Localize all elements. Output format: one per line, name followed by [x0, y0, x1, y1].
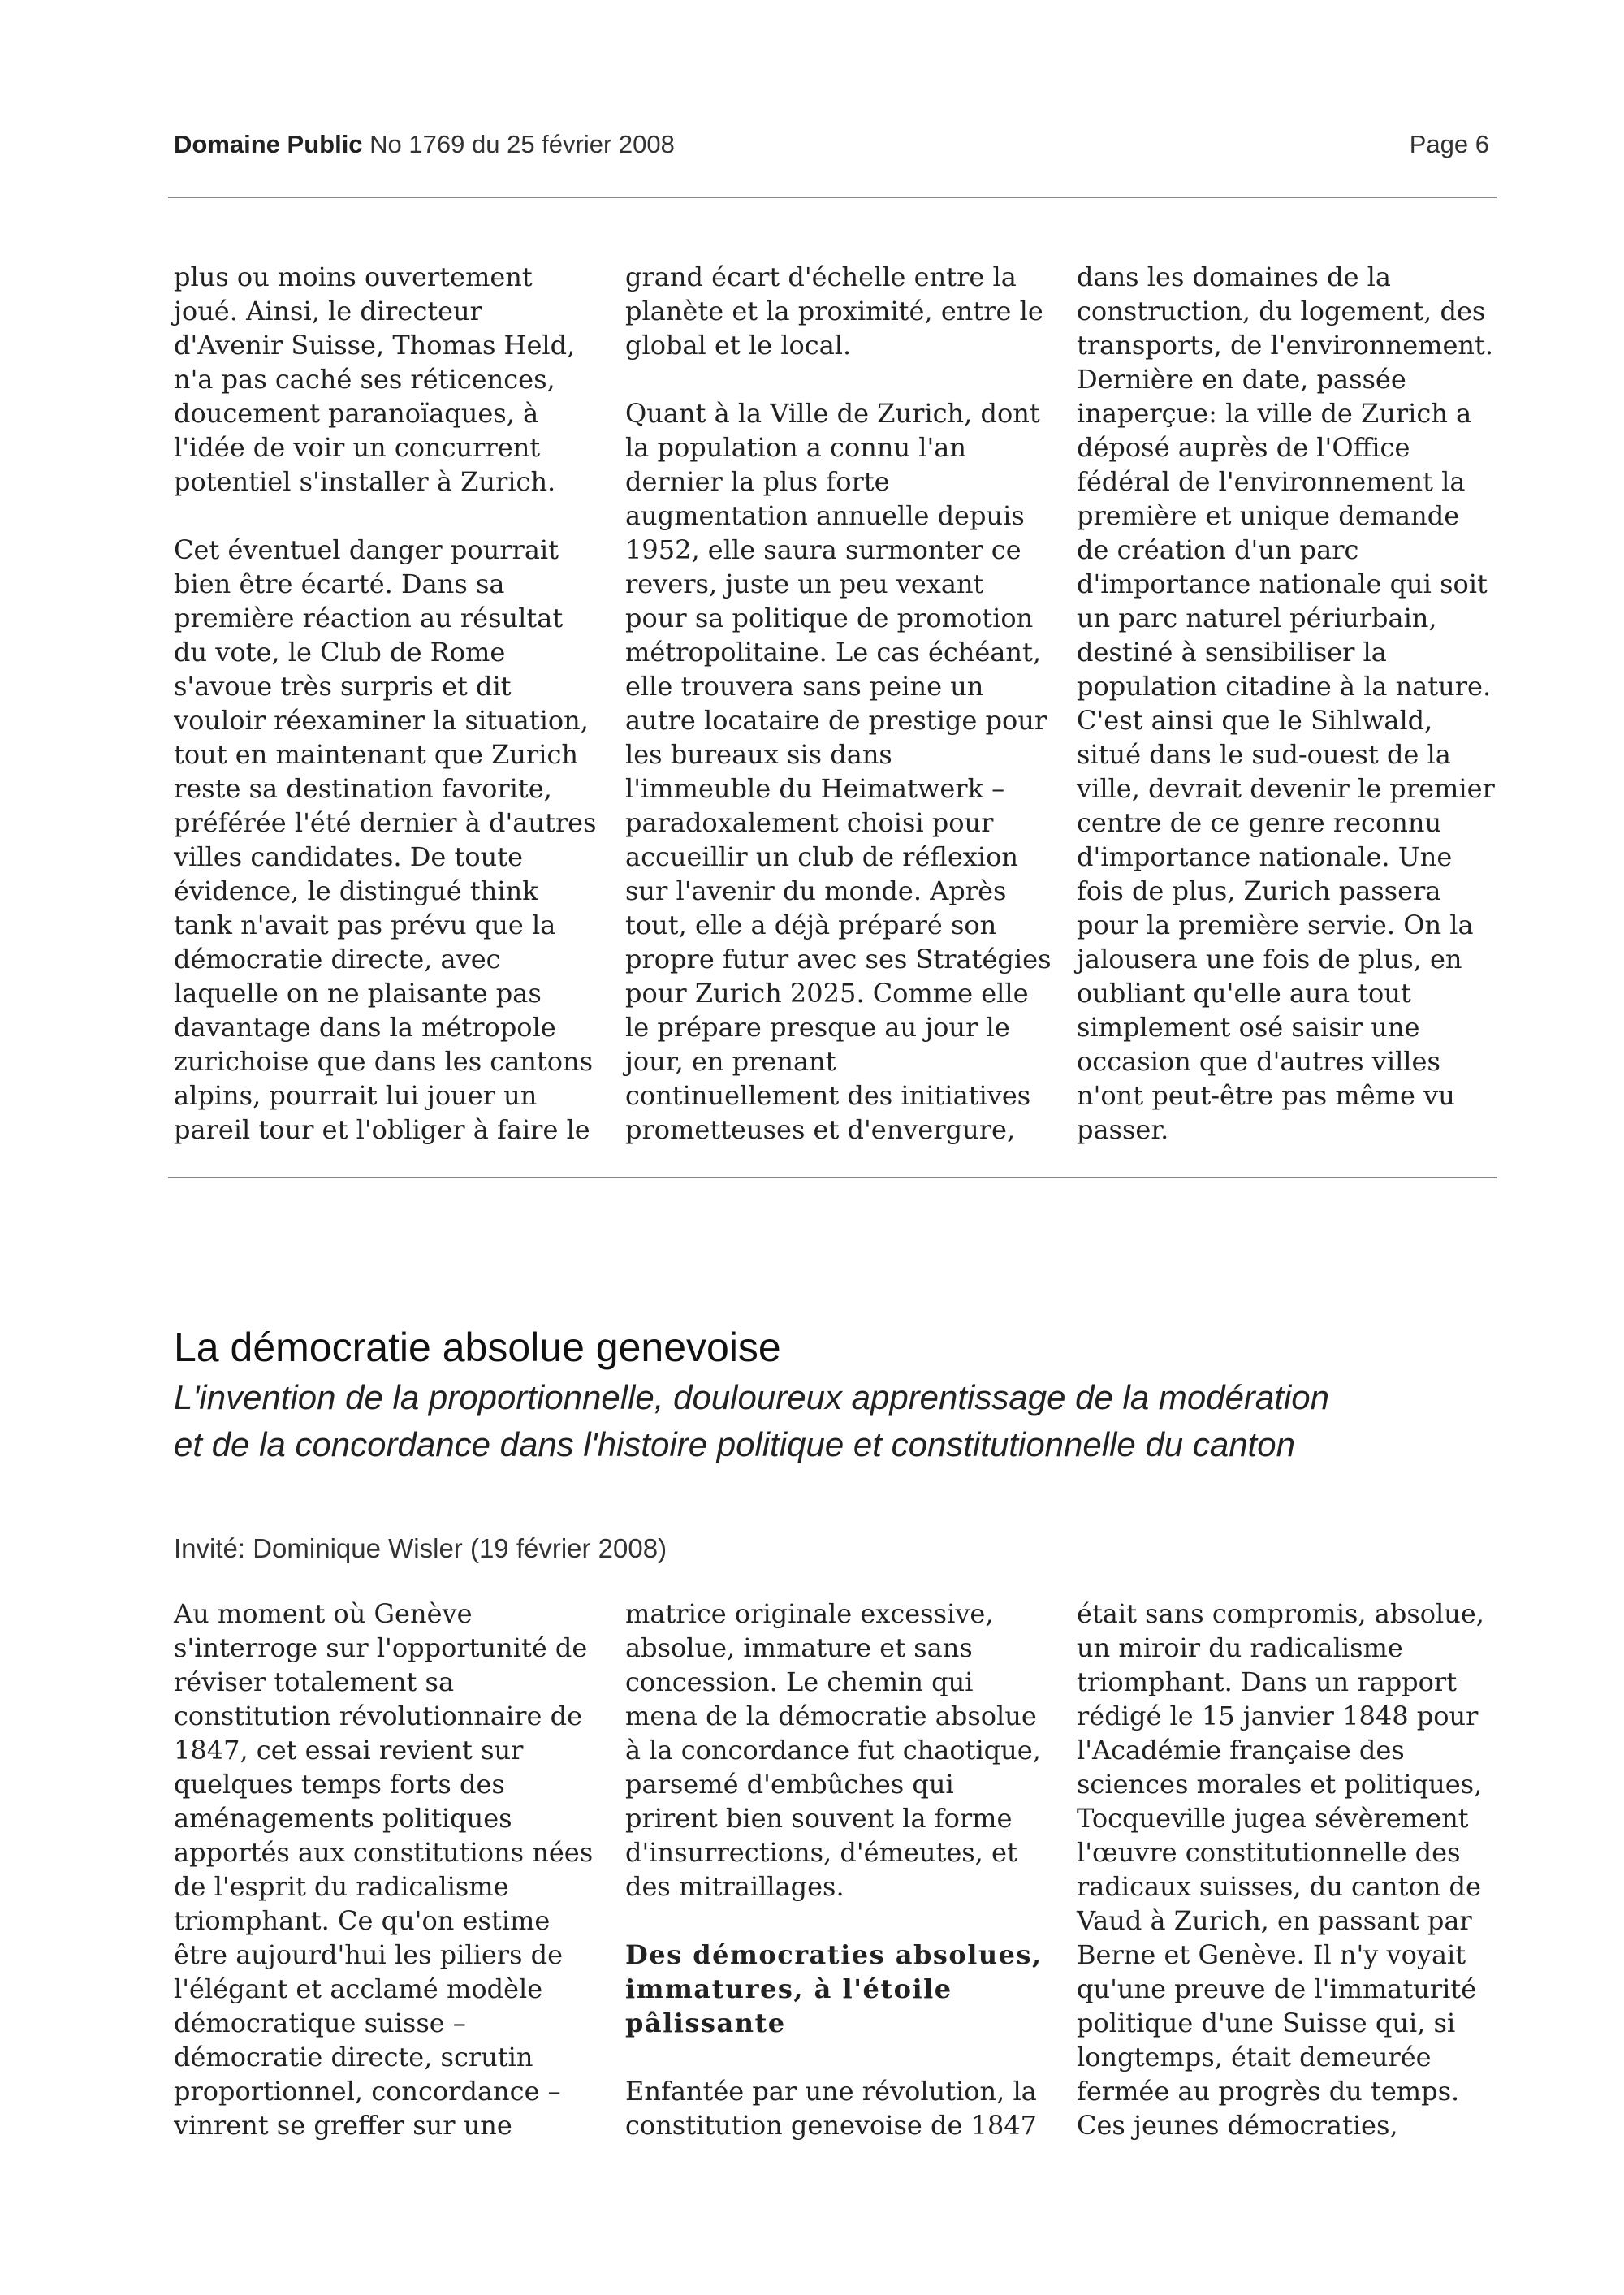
text-line: dernier la plus forte — [625, 466, 890, 497]
text-line: mena de la démocratie absolue — [625, 1701, 1037, 1731]
issue-info: No 1769 du 25 février 2008 — [369, 130, 675, 158]
header-rule — [168, 197, 1497, 198]
text-line: prirent bien souvent la forme — [625, 1803, 1013, 1834]
text-line: prometteuses et d'envergure, — [625, 1114, 1016, 1145]
text-line: doucement paranoïaques, à — [174, 398, 539, 429]
text-line: quelques temps forts des — [174, 1769, 505, 1800]
text-line: triomphant. Dans un rapport — [1077, 1666, 1458, 1697]
text-line: vouloir réexaminer la situation, — [174, 705, 589, 736]
text-line: le prépare presque au jour le — [625, 1012, 1010, 1043]
text-line: reste sa destination favorite, — [174, 773, 552, 804]
text-line: elle trouvera sans peine un — [625, 671, 984, 702]
text-line: la population a connu l'an — [625, 432, 966, 463]
text-line: potentiel s'installer à Zurich. — [174, 466, 556, 497]
text-line: parsemé d'embûches qui — [625, 1769, 954, 1800]
text-line: d'importance nationale qui soit — [1077, 568, 1488, 599]
text-line: zurichoise que dans les cantons — [174, 1046, 594, 1077]
text-line: de l'esprit du radicalisme — [174, 1871, 509, 1902]
text-line: continuellement des initiatives — [625, 1080, 1031, 1111]
text-line: un miroir du radicalisme — [1077, 1632, 1403, 1663]
text-line: démocratique suisse – — [174, 2008, 466, 2038]
text-line: aménagements politiques — [174, 1803, 512, 1834]
text-line: sciences morales et politiques, — [1077, 1769, 1483, 1800]
text-line: d'importance nationale. Une — [1077, 841, 1453, 872]
text-line: Cet éventuel danger pourrait — [174, 534, 559, 565]
text-line: situé dans le sud-ouest de la — [1077, 739, 1451, 770]
text-line: de création d'un parc — [1077, 534, 1359, 565]
paragraph — [625, 396, 1060, 1147]
page-header — [174, 130, 1489, 166]
text-line: simplement osé saisir une — [1077, 1012, 1420, 1043]
text-line: pour sa politique de promotion — [625, 603, 1034, 633]
text-line: première et unique demande — [1077, 500, 1460, 531]
text-line: augmentation annuelle depuis — [625, 500, 1025, 531]
text-line: l'œuvre constitutionnelle des — [1077, 1837, 1461, 1868]
text-line: rédigé le 15 janvier 1848 pour — [1077, 1701, 1479, 1731]
text-line: Au moment où Genève — [174, 1598, 473, 1629]
text-line: planète et la proximité, entre le — [625, 296, 1043, 326]
text-line: démocratie directe, avec — [174, 944, 501, 975]
text-line: d'insurrections, d'émeutes, et — [625, 1837, 1017, 1868]
text-line: fermée au progrès du temps. — [1077, 2076, 1460, 2107]
text-line: Berne et Genève. Il n'y voyait — [1077, 1939, 1466, 1970]
text-line: première réaction au résultat — [174, 603, 564, 633]
article-column-1 — [174, 1597, 608, 2142]
text-line: apportés aux constitutions nées — [174, 1837, 594, 1868]
text-line: pour Zurich 2025. Comme elle — [625, 978, 1029, 1009]
text-line: 1952, elle saura surmonter ce — [625, 534, 1021, 565]
text-line: des mitraillages. — [625, 1871, 844, 1902]
text-line: sur l'avenir du monde. Après — [625, 875, 1007, 906]
text-line: l'élégant et acclamé modèle — [174, 1973, 543, 2004]
text-line: accueillir un club de réflexion — [625, 841, 1018, 872]
text-line: un parc naturel périurbain, — [1077, 603, 1437, 633]
text-line: revers, juste un peu vexant — [625, 568, 984, 599]
text-line: s'avoue très surpris et dit — [174, 671, 512, 702]
subheading-line: immatures, à l'étoile — [625, 1973, 952, 2004]
text-line: réviser totalement sa — [174, 1666, 455, 1697]
paragraph — [625, 260, 1060, 362]
text-line: Tocqueville jugea sévèrement — [1077, 1803, 1469, 1834]
prev-article-column-1 — [174, 260, 608, 1147]
subheading-line: Des démocraties absolues, — [625, 1939, 1043, 1970]
subheading-line: pâlissante — [625, 2008, 786, 2038]
text-line: plus ou moins ouvertement — [174, 261, 533, 292]
text-line: n'a pas caché ses réticences, — [174, 364, 555, 395]
text-line: construction, du logement, des — [1077, 296, 1486, 326]
text-line: l'immeuble du Heimatwerk – — [625, 773, 1005, 804]
paragraph — [174, 1597, 608, 2142]
text-line: global et le local. — [625, 330, 852, 361]
text-line: était sans compromis, absolue, — [1077, 1598, 1484, 1629]
text-line: Vaud à Zurich, en passant par — [1077, 1905, 1472, 1936]
article-title: La démocratie absolue genevoise — [174, 1325, 781, 1370]
text-line: destiné à sensibiliser la — [1077, 637, 1387, 668]
article-subtitle — [174, 1374, 1505, 1468]
paragraph — [174, 533, 608, 1147]
text-line: occasion que d'autres villes — [1077, 1046, 1440, 1077]
subtitle-line: et de la concordance dans l'histoire politique et constitutionnelle du canton — [174, 1425, 1295, 1463]
text-line: Dernière en date, passée — [1077, 364, 1406, 395]
text-line: 1847, cet essai revient sur — [174, 1735, 524, 1766]
text-line: l'Académie française des — [1077, 1735, 1405, 1766]
text-line: matrice originale excessive, — [625, 1598, 994, 1629]
text-line: bien être écarté. Dans sa — [174, 568, 505, 599]
text-line: transports, de l'environnement. — [1077, 330, 1494, 361]
section-rule — [168, 1177, 1497, 1178]
text-line: alpins, pourrait lui jouer un — [174, 1080, 538, 1111]
text-line: évidence, le distingué think — [174, 875, 538, 906]
text-line: concession. Le chemin qui — [625, 1666, 974, 1697]
article-byline: Invité: Dominique Wisler (19 février 2008) — [174, 1533, 667, 1563]
text-line: pour la première servie. On la — [1077, 910, 1474, 940]
text-line: tout, elle a déjà préparé son — [625, 910, 997, 940]
text-line: longtemps, était demeurée — [1077, 2042, 1432, 2072]
text-line: l'idée de voir un concurrent — [174, 432, 541, 463]
subtitle-line: L'invention de la proportionnelle, douloureux apprentissage de la modération — [174, 1378, 1329, 1416]
text-line: démocratie directe, scrutin — [174, 2042, 533, 2072]
text-line: villes candidates. De toute — [174, 841, 524, 872]
text-line: préférée l'été dernier à d'autres — [174, 807, 597, 838]
text-line: vinrent se greffer sur une — [174, 2110, 512, 2141]
paragraph — [625, 2074, 1060, 2142]
text-line: radicaux suisses, du canton de — [1077, 1871, 1481, 1902]
text-line: tout en maintenant que Zurich — [174, 739, 578, 770]
text-line: pareil tour et l'obliger à faire le — [174, 1114, 590, 1145]
text-line: être aujourd'hui les piliers de — [174, 1939, 564, 1970]
article-column-3 — [1077, 1597, 1511, 2142]
text-line: inaperçue: la ville de Zurich a — [1077, 398, 1472, 429]
text-line: à la concordance fut chaotique, — [625, 1735, 1041, 1766]
paragraph — [174, 260, 608, 499]
text-line: fédéral de l'environnement la — [1077, 466, 1466, 497]
text-line: oubliant qu'elle aura tout — [1077, 978, 1411, 1009]
text-line: Enfantée par une révolution, la — [625, 2076, 1037, 2107]
text-line: laquelle on ne plaisante pas — [174, 978, 542, 1009]
text-line: tank n'avait pas prévu que la — [174, 910, 556, 940]
text-line: passer. — [1077, 1114, 1169, 1145]
article-column-2 — [625, 1597, 1060, 2142]
page-number: Page 6 — [1409, 130, 1489, 158]
text-line: déposé auprès de l'Office — [1077, 432, 1410, 463]
text-line: triomphant. Ce qu'on estime — [174, 1905, 551, 1936]
text-line: n'ont peut-être pas même vu — [1077, 1080, 1455, 1111]
text-line: centre de ce genre reconnu — [1077, 807, 1442, 838]
prev-article-column-3 — [1077, 260, 1511, 1147]
publication-name: Domaine Public — [174, 130, 363, 158]
text-line: politique d'une Suisse qui, si — [1077, 2008, 1456, 2038]
paragraph — [625, 1597, 1060, 1904]
text-line: d'Avenir Suisse, Thomas Held, — [174, 330, 576, 361]
paragraph — [1077, 260, 1511, 1147]
text-line: grand écart d'échelle entre la — [625, 261, 1017, 292]
header-left — [174, 130, 675, 159]
text-line: fois de plus, Zurich passera — [1077, 875, 1441, 906]
text-line: s'interroge sur l'opportunité de — [174, 1632, 588, 1663]
text-line: davantage dans la métropole — [174, 1012, 556, 1043]
text-line: autre locataire de prestige pour — [625, 705, 1047, 736]
text-line: jalousera une fois de plus, en — [1077, 944, 1462, 975]
text-line: dans les domaines de la — [1077, 261, 1391, 292]
text-line: qu'une preuve de l'immaturité — [1077, 1973, 1477, 2004]
text-line: constitution genevoise de 1847 — [625, 2110, 1038, 2141]
paragraph — [1077, 1597, 1511, 2142]
text-line: du vote, le Club de Rome — [174, 637, 506, 668]
text-line: les bureaux sis dans — [625, 739, 892, 770]
text-line: Ces jeunes démocraties, — [1077, 2110, 1398, 2141]
text-line: constitution révolutionnaire de — [174, 1701, 583, 1731]
text-line: métropolitaine. Le cas échéant, — [625, 637, 1042, 668]
text-line: propre futur avec ses Stratégies — [625, 944, 1052, 975]
prev-article-column-2 — [625, 260, 1060, 1147]
text-line: proportionnel, concordance – — [174, 2076, 561, 2107]
section-subheading — [625, 1938, 1060, 2040]
text-line: jour, en prenant — [625, 1046, 836, 1077]
text-line: population citadine à la nature. — [1077, 671, 1492, 702]
text-line: absolue, immature et sans — [625, 1632, 973, 1663]
text-line: Quant à la Ville de Zurich, dont — [625, 398, 1040, 429]
text-line: joué. Ainsi, le directeur — [174, 296, 482, 326]
text-line: ville, devrait devenir le premier — [1077, 773, 1495, 804]
text-line: paradoxalement choisi pour — [625, 807, 994, 838]
text-line: C'est ainsi que le Sihlwald, — [1077, 705, 1433, 736]
